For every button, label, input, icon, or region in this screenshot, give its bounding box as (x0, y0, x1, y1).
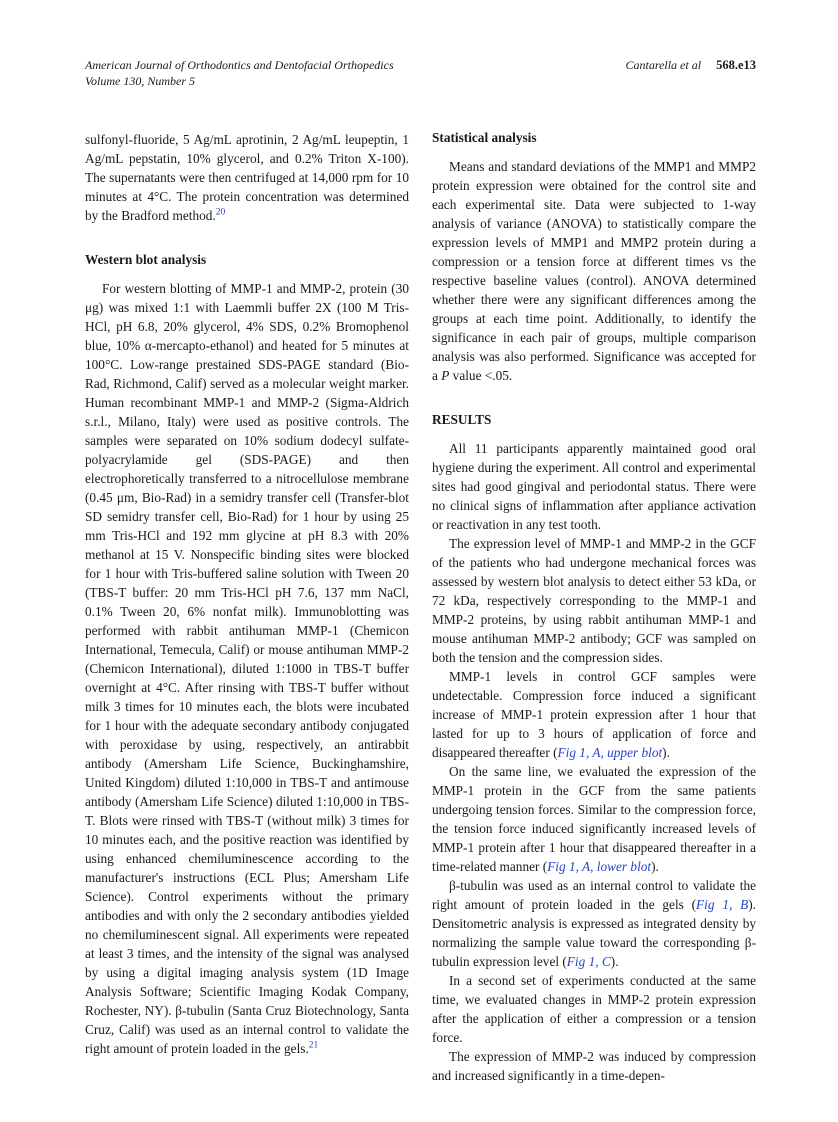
text-segment: ). Densitometric analysis is expressed as integrated density by normalizing the sample value toward the corresponding β-tubulin expression level ( (432, 896, 756, 969)
text-segment: ). (651, 858, 659, 874)
text-segment: For western blotting of MMP-1 and MMP-2, protein (30 μg) was mixed 1:1 with Laemmli buffer 2X (100 M Tris-HCl, pH 6.8, 20% glycerol, 4% SDS, 0.2% Bromophenol blue, 10% α-mercapto-ethanol) and heated for 5 minutes at 100°C. Low-range prestained SDS-PAGE standard (Bio-Rad, Richmond, Calif) served as a molecular weight marker. Human recombinant MMP-1 and MMP-2 (Sigma-Aldrich s.r.l., Milano, Italy) were used as positive controls. The samples were separated on 10% sodium dodecyl sulfate-polyacrylamide gel (SDS-PAGE) and then electrophoretically transferred to a nitrocellulose membrane (0.45 μm, Bio-Rad) in a semidry transfer cell (Transfer-blot SD semidry transfer cell, Bio-Rad) for 1 hour by using 25 mm Tris-HCl and 192 mm glycine at pH 8.3 with 20% methanol at 15 V. Nonspecific binding sites were blocked for 1 hour with Tris-buffered saline solution with Tween 20 (TBS-T buffer: 20 mm Tris-HCl pH 7.6, 137 mm NaCl, 0.1% Tween 20, 6% nonfat milk). Immunoblotting was performed with rabbit antihuman MMP-1 (Chemicon International, Temecula, Calif) or mouse antihuman MMP-2 (Chemicon International), diluted 1:1000 in TBS-T buffer overnight at 4°C. After rinsing with TBS-T buffer without milk 3 times for 10 minutes each, the blots were incubated for 1 hour with the adequate secondary antibody conjugated with peroxidase by using, respectively, an antirabbit antibody (Amersham Life Science, Buckinghamshire, United Kingdom) diluted 1:10,000 in TBS-T and antimouse antibody (Amersham Life Science) diluted 1:10,000 in TBS-T. Blots were rinsed with TBS-T (without milk) 3 times for 10 minutes each, and the positive reaction was identified by using enhanced chemiluminescence according to the manufacturer's instructions (ECL Plus; Amersham Life Science). Control experiments without the primary antibodies and with only the 2 secondary antibodies yielded no chemiluminescent signal. All experiments were repeated at least 3 times, and the intensity of the signal was analysed by using a digital imaging analysis system (1D Image Analysis Software; Scientific Imaging Kodak Company, Rochester, NY). β-tubulin (Santa Cruz Biotechnology, Santa Cruz, Calif) was used as an internal control to validate the right amount of protein loaded in the gels. (85, 280, 409, 1056)
text-segment: β-tubulin was used as an internal control to validate the right amount of protein loaded in the gels ( (432, 877, 756, 912)
paragraph-results-3 (432, 667, 756, 762)
paragraph-results-5 (432, 876, 756, 971)
section-heading-results: RESULTS (432, 411, 492, 427)
paragraph-results-7 (432, 1047, 756, 1085)
reference-superscript-link[interactable]: 20 (215, 207, 226, 218)
paragraph-results-4 (432, 762, 756, 876)
paragraph-results-2 (432, 534, 756, 667)
text-segment: ). (610, 953, 619, 969)
figure-reference-link[interactable]: Fig 1, A, lower blot (547, 858, 652, 874)
reference-superscript-link[interactable]: 21 (308, 1040, 319, 1051)
text-segment: ). (662, 744, 670, 760)
figure-reference-link[interactable]: Fig 1, B (696, 896, 749, 912)
text-segment: In a second set of experiments conducted at the same time, we evaluated changes in MMP-2 protein expression after the application of either a compression or a tension force. (432, 972, 756, 1045)
page-header (85, 58, 756, 90)
figure-reference-link[interactable]: Fig 1, A, upper blot (557, 744, 663, 760)
journal-title: American Journal of Orthodontics and Dentofacial Orthopedics (85, 58, 394, 72)
two-column-body (85, 130, 756, 1085)
text-segment: sulfonyl-fluoride, 5 Ag/mL aprotinin, 2 Ag/mL leupeptin, 1 Ag/mL pepstatin, 10% glycerol, and 0.2% Triton X-100). The supernatants were then centrifuged at 14,000 rpm for 10 minutes at 4°C. The protein concentration was determined by the Bradford method. (85, 131, 409, 223)
running-head-authors: Cantarella et al (625, 58, 702, 72)
running-head-left (85, 58, 394, 90)
section-heading-western-blot: Western blot analysis (85, 251, 207, 267)
figure-reference-link[interactable]: Fig 1, C (566, 953, 611, 969)
text-segment: All 11 participants apparently maintained good oral hygiene during the experiment. All control and experimental sites had good gingival and periodontal status. There were no clinical signs of inflammation after appliance activation or reactivation in any test tooth. (432, 440, 756, 532)
text-segment: P (441, 367, 450, 383)
text-segment: The expression level of MMP-1 and MMP-2 in the GCF of the patients who had undergone mechanical forces was assessed by western blot analysis to detect either 53 kDa, or 72 kDa, respectively corresponding to the MMP-1 and MMP-2 proteins, by using rabbit antihuman MMP-1 and mouse antihuman MMP-2 antibody; GCF was sampled on both the tension and the compression sides. (432, 535, 756, 665)
page-number: 568.e13 (716, 58, 756, 72)
text-segment: The expression of MMP-2 was induced by compression and increased significantly in a time-depen- (432, 1048, 756, 1083)
left-column (85, 130, 409, 1085)
journal-volume: Volume 130, Number 5 (85, 73, 195, 88)
section-heading-statistical: Statistical analysis (432, 129, 537, 145)
text-segment: Means and standard deviations of the MMP1 and MMP2 protein expression were obtained for the control site and each experimental site. Data were subjected to 1-way analysis of variance (ANOVA) to statistically compare the expression levels of MMP1 and MMP2 protein during a compression or a tension force at different times vs the respective baseline values (control). ANOVA determined whether there were any significant differences among the groups at each time point. Additionally, to identify the significance in each pair of groups, multiple comparison analysis was also performed. Significance was accepted for a (432, 158, 756, 383)
right-column (432, 130, 756, 1085)
paragraph-western-blot (85, 279, 409, 1058)
text-segment: MMP-1 levels in control GCF samples were undetectable. Compression force induced a significant increase of MMP-1 protein expression after 1 hour that lasted for up to 3 hours of application of force and disappeared thereafter ( (432, 668, 756, 760)
paragraph-results-1 (432, 439, 756, 534)
paragraph-methods-continuation (85, 130, 409, 225)
text-segment: value <.05. (449, 367, 513, 383)
running-head-right (626, 58, 757, 73)
paragraph-statistical (432, 157, 756, 385)
text-segment: On the same line, we evaluated the expression of the MMP-1 protein in the GCF from the same patients undergoing tension forces. Similar to the compression force, the tension force induced significantly increased levels of MMP-1 protein after 1 hour that disappeared thereafter in a time-related manner ( (432, 763, 756, 874)
paragraph-results-6 (432, 971, 756, 1047)
